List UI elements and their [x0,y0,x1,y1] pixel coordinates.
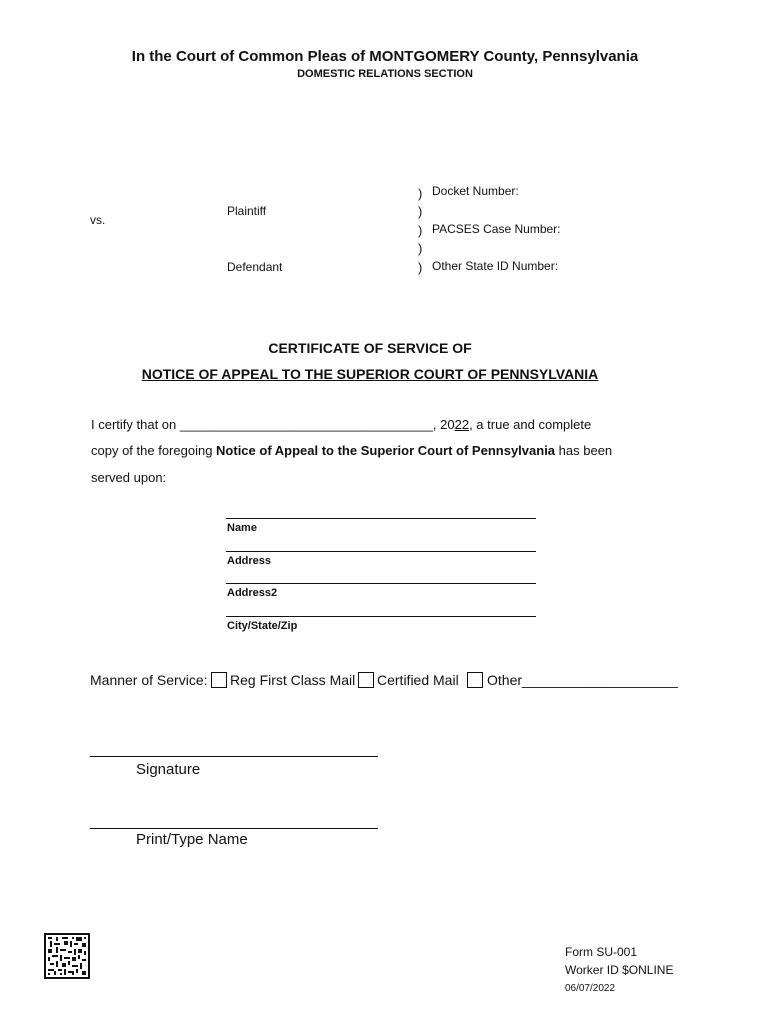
other-label: Other____________________ [487,672,678,688]
vs-label: vs. [90,213,106,227]
name-label: Name [227,522,257,534]
form-id: Form SU-001 [565,945,638,959]
other-checkbox[interactable] [467,672,483,688]
print-name-line[interactable] [90,828,378,829]
certificate-heading: CERTIFICATE OF SERVICE OF [268,340,472,356]
defendant-label: Defendant [227,260,283,274]
plaintiff-label: Plaintiff [227,204,267,218]
document-title-bold: Notice of Appeal to the Superior Court of Pennsylvania [216,443,556,458]
address-line[interactable] [226,551,536,552]
certify-line [91,417,591,432]
reg-first-class-checkbox[interactable] [211,672,227,688]
address2-line[interactable] [226,583,536,584]
name-line[interactable] [226,518,536,519]
court-title: In the Court of Common Pleas of MONTGOMERY County, Pennsylvania [131,48,639,65]
caption-paren: ) [418,241,423,256]
address2-label: Address2 [227,587,278,599]
year-value: 22 [454,417,470,432]
signature-label: Signature [136,761,201,778]
city-state-zip-label: City/State/Zip [227,620,298,632]
caption-paren: ) [418,204,423,219]
certified-mail-checkbox[interactable] [358,672,374,688]
worker-id: Worker ID $ONLINE [565,963,674,977]
address-label: Address [227,555,272,567]
pacses-case-number-label: PACSES Case Number: [432,222,561,236]
certify-suffix: , a true and complete [469,417,592,432]
section-subtitle: DOMESTIC RELATIONS SECTION [297,68,473,80]
other-state-id-label: Other State ID Number: [432,259,559,273]
signature-line[interactable] [90,756,378,757]
manner-of-service-label: Manner of Service: [90,672,208,688]
notice-heading: NOTICE OF APPEAL TO THE SUPERIOR COURT OF PENNSYLVANIA [141,366,599,382]
certify-prefix: I certify that on ___________________________________, 20 [91,417,455,432]
served-upon-label: served upon: [91,470,167,485]
qr-code-icon [44,933,90,979]
reg-first-class-label: Reg First Class Mail [230,672,356,688]
copy-suffix: has been [555,443,613,458]
caption-paren: ) [418,260,423,275]
certified-mail-label: Certified Mail [377,672,459,688]
form-date: 06/07/2022 [565,983,616,994]
copy-line [91,443,612,458]
print-name-label: Print/Type Name [136,831,248,848]
caption-paren: ) [418,223,423,238]
copy-prefix: copy of the foregoing [91,443,217,458]
docket-number-label: Docket Number: [432,184,519,198]
city-state-zip-line[interactable] [226,616,536,617]
caption-paren: ) [418,186,423,201]
